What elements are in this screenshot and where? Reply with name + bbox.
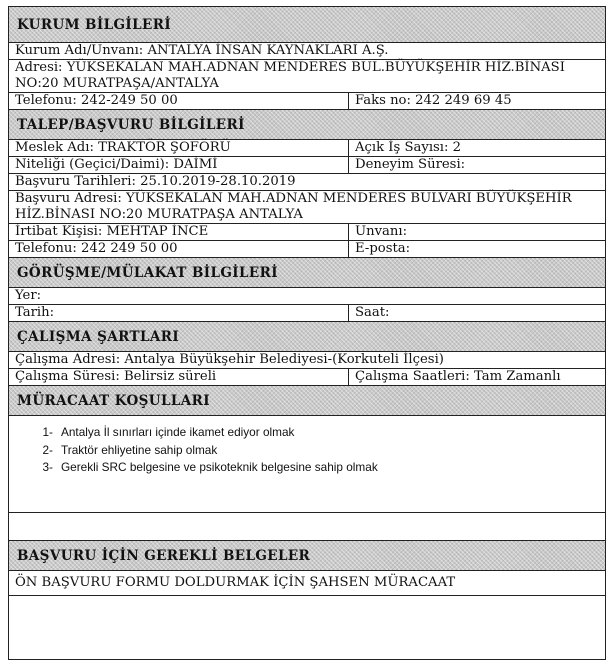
talep-dates-row <box>9 174 605 191</box>
talep-contact-row <box>9 224 605 241</box>
gorusme-place-row <box>9 288 605 305</box>
talep-phone-row <box>9 241 605 258</box>
kurum-fax: Faks no: 242 249 69 45 <box>355 93 512 108</box>
talep-phone: Telefonu: 242 249 50 00 <box>9 241 349 257</box>
list-item <box>9 459 605 477</box>
talep-contact: İrtibat Kişisi: MEHTAP İNCE <box>9 224 349 240</box>
talep-address-row <box>9 191 605 224</box>
talep-openings: Açık İş Sayısı: 2 <box>355 140 462 155</box>
calisma-address-row <box>9 352 605 369</box>
list-item <box>9 442 605 460</box>
belgeler-row <box>9 571 605 596</box>
kurum-name-row <box>9 43 605 60</box>
talep-type: Niteliği (Geçici/Daimi): DAİMİ <box>9 157 349 173</box>
section-header-kurum: KURUM BİLGİLERİ <box>9 7 605 43</box>
calisma-duration-row <box>9 369 605 386</box>
talep-title: Unvanı: <box>355 224 408 239</box>
kurum-contact-row <box>9 93 605 110</box>
belgeler-text: ÖN BAŞVURU FORMU DOLDURMAK İÇİN ŞAHSEN MÜRACAAT <box>15 575 456 590</box>
talep-job: Meslek Adı: TRAKTÖR ŞOFÖRÜ <box>9 140 349 156</box>
calisma-address: Çalışma Adresi: Antalya Büyükşehir Belediyesi-(Korkuteli İlçesi) <box>15 352 444 367</box>
kurum-address-row <box>9 60 605 93</box>
gorusme-datetime-row <box>9 305 605 322</box>
list-item-number: 3- <box>42 460 53 474</box>
kurum-name: Kurum Adı/Unvanı: ANTALYA İNSAN KAYNAKLARI A.Ş. <box>15 43 389 58</box>
talep-email: E-posta: <box>355 241 411 256</box>
job-posting-form <box>8 6 606 660</box>
empty-row <box>9 513 605 541</box>
talep-type-row <box>9 157 605 174</box>
talep-apply-address: Başvuru Adresi: YÜKSEKALAN MAH.ADNAN MENDERES BULVARI BÜYÜKŞEHİR HİZ.BİNASI NO:20 MURATPAŞA ANTALYA <box>15 191 572 222</box>
calisma-duration: Çalışma Süresi: Belirsiz süreli <box>9 369 349 385</box>
section-header-talep: TALEP/BAŞVURU BİLGİLERİ <box>9 110 605 140</box>
list-item <box>9 424 605 442</box>
empty-row <box>9 596 605 624</box>
section-header-gorusme: GÖRÜŞME/MÜLAKAT BİLGİLERİ <box>9 258 605 288</box>
calisma-hours: Çalışma Saatleri: Tam Zamanlı <box>355 369 561 384</box>
gorusme-time: Saat: <box>355 305 390 320</box>
list-item-number: 1- <box>42 425 53 439</box>
list-item-text: Gerekli SRC belgesine ve psikoteknik belgesine sahip olmak <box>61 460 378 474</box>
list-item-text: Traktör ehliyetine sahip olmak <box>61 442 218 457</box>
gorusme-place: Yer: <box>15 288 42 303</box>
list-item-number: 2- <box>42 442 53 457</box>
talep-job-row <box>9 140 605 157</box>
muracaat-list <box>9 416 605 513</box>
section-header-calisma: ÇALIŞMA ŞARTLARI <box>9 322 605 352</box>
kurum-phone: Telefonu: 242-249 50 00 <box>9 93 349 109</box>
list-item-text: Antalya İl sınırları içinde ikamet ediyor olmak <box>61 425 295 439</box>
gorusme-date: Tarih: <box>9 305 349 321</box>
talep-dates: Başvuru Tarihleri: 25.10.2019-28.10.2019 <box>15 174 296 189</box>
section-header-muracaat: MÜRACAAT KOŞULLARI <box>9 386 605 416</box>
talep-experience: Deneyim Süresi: <box>355 157 466 172</box>
kurum-address: Adresi: YÜKSEKALAN MAH.ADNAN MENDERES BUL.BÜYÜKŞEHİR HİZ.BİNASI NO:20 MURATPAŞA/ANTALYA <box>15 60 565 91</box>
section-header-belgeler: BAŞVURU İÇİN GEREKLİ BELGELER <box>9 541 605 571</box>
